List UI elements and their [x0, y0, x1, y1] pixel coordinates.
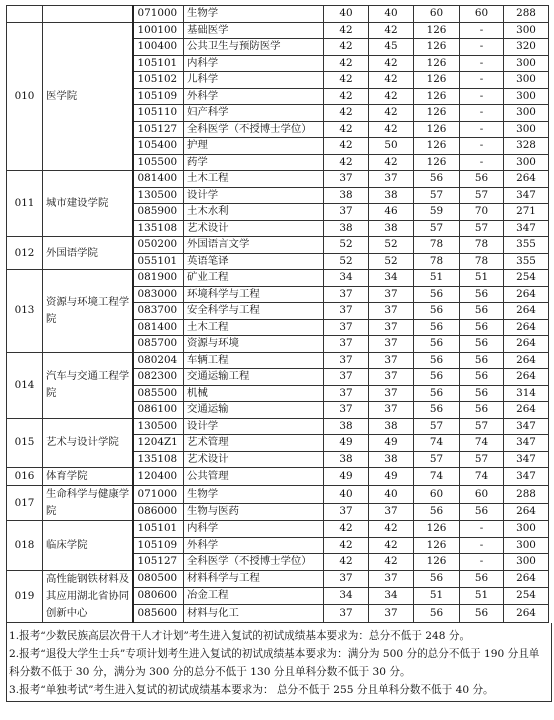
score-foreign-language: 52 [369, 253, 414, 270]
major-name: 全科医学（不授博士学位） [184, 554, 324, 571]
score-foreign-language: 38 [369, 220, 414, 237]
major-code: 105101 [133, 55, 184, 72]
score-politics: 37 [324, 319, 369, 336]
college-code: 019 [7, 570, 43, 622]
score-subject-1: 51 [414, 270, 460, 287]
score-subject-2: - [460, 138, 504, 155]
score-total: 314 [504, 385, 549, 402]
score-total: 264 [504, 402, 549, 419]
major-code: 086100 [133, 402, 184, 419]
score-politics: 37 [324, 503, 369, 521]
major-name: 英语笔译 [184, 253, 324, 270]
table-row [7, 352, 549, 369]
major-code: 100100 [133, 22, 184, 39]
major-name: 矿业工程 [184, 270, 324, 287]
score-subject-1: 57 [414, 451, 460, 468]
score-subject-1: 56 [414, 570, 460, 587]
table-row [7, 6, 549, 23]
score-subject-1: 126 [414, 521, 460, 538]
score-politics: 38 [324, 451, 369, 468]
score-table-body [7, 6, 549, 623]
score-foreign-language: 37 [369, 319, 414, 336]
score-subject-2: 56 [460, 286, 504, 303]
score-politics: 37 [324, 402, 369, 419]
major-code: 135108 [133, 220, 184, 237]
score-subject-2: 60 [460, 6, 504, 23]
score-subject-2: 56 [460, 402, 504, 419]
score-total: 264 [504, 605, 549, 622]
major-code: 105110 [133, 105, 184, 122]
score-politics: 42 [324, 138, 369, 155]
score-foreign-language: 42 [369, 537, 414, 554]
score-foreign-language: 38 [369, 451, 414, 468]
score-subject-1: 74 [414, 435, 460, 452]
major-name: 药学 [184, 154, 324, 171]
score-subject-2: - [460, 537, 504, 554]
major-code: 082300 [133, 369, 184, 386]
major-name: 材料科学与工程 [184, 570, 324, 587]
major-code: 080204 [133, 352, 184, 369]
college-name: 城市建设学院 [43, 171, 133, 237]
score-total: 300 [504, 154, 549, 171]
score-subject-1: 56 [414, 385, 460, 402]
major-name: 交通运输 [184, 402, 324, 419]
score-total: 254 [504, 270, 549, 287]
score-politics: 37 [324, 369, 369, 386]
score-foreign-language: 42 [369, 105, 414, 122]
score-foreign-language: 42 [369, 521, 414, 538]
major-name: 艺术设计 [184, 451, 324, 468]
score-subject-2: 74 [460, 435, 504, 452]
score-politics: 37 [324, 385, 369, 402]
score-subject-1: 60 [414, 6, 460, 23]
score-politics: 49 [324, 435, 369, 452]
score-subject-2: 56 [460, 352, 504, 369]
score-subject-2: - [460, 55, 504, 72]
major-name: 外国语言文学 [184, 237, 324, 254]
score-foreign-language: 37 [369, 605, 414, 622]
score-subject-2: 74 [460, 468, 504, 486]
score-foreign-language: 34 [369, 587, 414, 604]
score-total: 300 [504, 72, 549, 89]
score-politics: 37 [324, 352, 369, 369]
score-total: 264 [504, 570, 549, 587]
score-politics: 42 [324, 72, 369, 89]
score-subject-1: 126 [414, 121, 460, 138]
score-foreign-language: 49 [369, 435, 414, 452]
score-politics: 49 [324, 468, 369, 486]
major-name: 全科医学（不授博士学位） [184, 121, 324, 138]
score-foreign-language: 37 [369, 352, 414, 369]
score-subject-2: 57 [460, 451, 504, 468]
score-foreign-language: 37 [369, 503, 414, 521]
score-total: 300 [504, 55, 549, 72]
major-code: 105400 [133, 138, 184, 155]
note-2: 2.报考“退役大学生士兵”专项计划考生进入复试的初试成绩基本要求为：满分为 500 分的总分不低于 190 分且单科分数不低于 30 分，满分为 300 分的总分不低于 130 分且单科分数不低于 30 分。 [9, 647, 540, 678]
score-total: 271 [504, 204, 549, 221]
score-politics: 37 [324, 286, 369, 303]
score-subject-1: 56 [414, 336, 460, 353]
major-code: 100400 [133, 39, 184, 56]
major-name: 土木工程 [184, 171, 324, 188]
major-name: 冶金工程 [184, 587, 324, 604]
score-total: 300 [504, 121, 549, 138]
score-politics: 37 [324, 204, 369, 221]
table-row [7, 486, 549, 504]
score-politics: 37 [324, 570, 369, 587]
college-name [43, 6, 133, 23]
major-name: 妇产科学 [184, 105, 324, 122]
score-politics: 40 [324, 486, 369, 504]
score-total: 264 [504, 503, 549, 521]
major-code: 105102 [133, 72, 184, 89]
table-row [7, 468, 549, 486]
score-subject-2: - [460, 72, 504, 89]
major-name: 护理 [184, 138, 324, 155]
score-total: 347 [504, 418, 549, 435]
college-code: 018 [7, 521, 43, 571]
score-total: 355 [504, 237, 549, 254]
score-politics: 37 [324, 303, 369, 320]
score-foreign-language: 42 [369, 154, 414, 171]
score-foreign-language: 37 [369, 570, 414, 587]
note-1: 1.报考“少数民族高层次骨干人才计划”考生进入复试的初试成绩基本要求为：总分不低于 248 分。 [9, 629, 471, 642]
college-code: 014 [7, 352, 43, 418]
score-foreign-language: 40 [369, 486, 414, 504]
score-subject-1: 56 [414, 369, 460, 386]
score-foreign-language: 46 [369, 204, 414, 221]
score-total: 264 [504, 352, 549, 369]
score-foreign-language: 37 [369, 171, 414, 188]
score-total: 288 [504, 486, 549, 504]
score-subject-2: 70 [460, 204, 504, 221]
score-total: 264 [504, 336, 549, 353]
score-subject-1: 126 [414, 154, 460, 171]
score-subject-1: 56 [414, 402, 460, 419]
score-subject-2: 78 [460, 237, 504, 254]
score-subject-2: 57 [460, 418, 504, 435]
major-code: 120400 [133, 468, 184, 486]
score-subject-2: - [460, 121, 504, 138]
score-foreign-language: 38 [369, 187, 414, 204]
score-subject-1: 74 [414, 468, 460, 486]
score-subject-1: 56 [414, 352, 460, 369]
college-name: 体育学院 [43, 468, 133, 486]
major-code: 105127 [133, 121, 184, 138]
score-subject-1: 56 [414, 503, 460, 521]
major-code: 086000 [133, 503, 184, 521]
score-politics: 42 [324, 55, 369, 72]
score-politics: 37 [324, 171, 369, 188]
score-subject-2: 56 [460, 336, 504, 353]
score-politics: 42 [324, 537, 369, 554]
score-total: 264 [504, 286, 549, 303]
score-politics: 38 [324, 220, 369, 237]
score-foreign-language: 42 [369, 55, 414, 72]
major-code: 1204Z1 [133, 435, 184, 452]
score-total: 300 [504, 537, 549, 554]
major-code: 083000 [133, 286, 184, 303]
major-code: 081400 [133, 319, 184, 336]
major-name: 艺术设计 [184, 220, 324, 237]
score-politics: 52 [324, 253, 369, 270]
score-total: 328 [504, 138, 549, 155]
score-subject-2: 56 [460, 503, 504, 521]
score-politics: 42 [324, 22, 369, 39]
table-row [7, 270, 549, 287]
score-foreign-language: 34 [369, 270, 414, 287]
score-subject-1: 126 [414, 88, 460, 105]
score-total: 347 [504, 451, 549, 468]
score-subject-2: 56 [460, 369, 504, 386]
college-name: 资源与环境工程学院 [43, 270, 133, 353]
score-politics: 37 [324, 605, 369, 622]
college-name: 艺术与设计学院 [43, 418, 133, 468]
score-subject-2: - [460, 521, 504, 538]
major-name: 公共管理 [184, 468, 324, 486]
major-code: 085600 [133, 605, 184, 622]
major-code: 071000 [133, 6, 184, 23]
major-name: 基础医学 [184, 22, 324, 39]
score-total: 300 [504, 554, 549, 571]
score-foreign-language: 42 [369, 554, 414, 571]
college-code: 010 [7, 22, 43, 171]
score-politics: 42 [324, 154, 369, 171]
score-foreign-language: 38 [369, 418, 414, 435]
major-name: 内科学 [184, 521, 324, 538]
major-name: 外科学 [184, 537, 324, 554]
major-name: 土木水利 [184, 204, 324, 221]
score-subject-1: 126 [414, 39, 460, 56]
table-row [7, 418, 549, 435]
college-code: 011 [7, 171, 43, 237]
major-name: 外科学 [184, 88, 324, 105]
score-total: 264 [504, 171, 549, 188]
score-politics: 42 [324, 105, 369, 122]
major-name: 安全科学与工程 [184, 303, 324, 320]
score-subject-1: 126 [414, 138, 460, 155]
score-total: 355 [504, 253, 549, 270]
score-subject-1: 56 [414, 319, 460, 336]
score-politics: 34 [324, 270, 369, 287]
score-total: 288 [504, 6, 549, 23]
score-foreign-language: 37 [369, 369, 414, 386]
score-subject-2: 56 [460, 319, 504, 336]
score-politics: 37 [324, 336, 369, 353]
score-subject-2: 60 [460, 486, 504, 504]
score-subject-1: 60 [414, 486, 460, 504]
college-code [7, 6, 43, 23]
score-subject-1: 56 [414, 171, 460, 188]
score-subject-2: 56 [460, 385, 504, 402]
major-code: 083700 [133, 303, 184, 320]
score-foreign-language: 49 [369, 468, 414, 486]
note-3: 3.报考“单独考试”考生进入复试的初试成绩基本要求为： 总分不低于 255 分且单科分数不低于 40 分。 [9, 683, 494, 696]
score-subject-2: - [460, 88, 504, 105]
score-total: 300 [504, 22, 549, 39]
score-politics: 34 [324, 587, 369, 604]
college-name: 汽车与交通工程学院 [43, 352, 133, 418]
college-name: 生命科学与健康学院 [43, 486, 133, 521]
major-name: 公共卫生与预防医学 [184, 39, 324, 56]
score-subject-1: 56 [414, 286, 460, 303]
score-total: 264 [504, 369, 549, 386]
major-code: 130500 [133, 418, 184, 435]
major-name: 生物学 [184, 6, 324, 23]
score-foreign-language: 52 [369, 237, 414, 254]
score-subject-2: - [460, 154, 504, 171]
score-subject-1: 126 [414, 554, 460, 571]
score-politics: 38 [324, 418, 369, 435]
score-total: 254 [504, 587, 549, 604]
score-total: 264 [504, 303, 549, 320]
score-politics: 42 [324, 121, 369, 138]
score-politics: 42 [324, 554, 369, 571]
major-name: 车辆工程 [184, 352, 324, 369]
college-code: 013 [7, 270, 43, 353]
college-code: 017 [7, 486, 43, 521]
major-name: 交通运输工程 [184, 369, 324, 386]
score-subject-1: 56 [414, 605, 460, 622]
score-foreign-language: 37 [369, 385, 414, 402]
college-code: 015 [7, 418, 43, 468]
major-code: 080600 [133, 587, 184, 604]
score-subject-2: 56 [460, 303, 504, 320]
score-foreign-language: 50 [369, 138, 414, 155]
score-total: 300 [504, 88, 549, 105]
major-code: 085700 [133, 336, 184, 353]
score-subject-2: 56 [460, 570, 504, 587]
major-code: 105127 [133, 554, 184, 571]
score-subject-2: 51 [460, 270, 504, 287]
table-row [7, 521, 549, 538]
score-total: 264 [504, 319, 549, 336]
score-subject-1: 126 [414, 537, 460, 554]
major-name: 土木工程 [184, 319, 324, 336]
score-foreign-language: 37 [369, 402, 414, 419]
score-politics: 42 [324, 88, 369, 105]
score-politics: 42 [324, 39, 369, 56]
score-subject-1: 57 [414, 220, 460, 237]
score-politics: 38 [324, 187, 369, 204]
score-total: 347 [504, 435, 549, 452]
score-subject-1: 78 [414, 253, 460, 270]
major-name: 儿科学 [184, 72, 324, 89]
major-code: 081900 [133, 270, 184, 287]
major-code: 130500 [133, 187, 184, 204]
score-politics: 42 [324, 521, 369, 538]
score-subject-1: 126 [414, 22, 460, 39]
score-subject-1: 56 [414, 303, 460, 320]
major-code: 105109 [133, 537, 184, 554]
score-foreign-language: 37 [369, 336, 414, 353]
score-subject-2: 57 [460, 187, 504, 204]
score-subject-2: 56 [460, 605, 504, 622]
college-name: 临床学院 [43, 521, 133, 571]
score-subject-2: 56 [460, 171, 504, 188]
score-politics: 40 [324, 6, 369, 23]
major-name: 材料与化工 [184, 605, 324, 622]
score-subject-2: - [460, 105, 504, 122]
score-subject-1: 126 [414, 55, 460, 72]
score-subject-2: - [460, 22, 504, 39]
score-total: 347 [504, 220, 549, 237]
score-total: 320 [504, 39, 549, 56]
score-total: 300 [504, 521, 549, 538]
major-code: 105101 [133, 521, 184, 538]
score-foreign-language: 42 [369, 72, 414, 89]
college-name: 外国语学院 [43, 237, 133, 270]
college-name: 高性能钢铁材料及其应用湖北省协同创新中心 [43, 570, 133, 622]
college-code: 012 [7, 237, 43, 270]
score-subject-1: 126 [414, 105, 460, 122]
major-code: 050200 [133, 237, 184, 254]
score-foreign-language: 37 [369, 303, 414, 320]
score-subject-1: 78 [414, 237, 460, 254]
notes-section [6, 623, 552, 702]
major-name: 环境科学与工程 [184, 286, 324, 303]
score-subject-1: 57 [414, 418, 460, 435]
score-foreign-language: 45 [369, 39, 414, 56]
score-subject-1: 57 [414, 187, 460, 204]
major-name: 内科学 [184, 55, 324, 72]
score-subject-1: 126 [414, 72, 460, 89]
major-code: 105500 [133, 154, 184, 171]
score-foreign-language: 40 [369, 6, 414, 23]
score-subject-2: 57 [460, 220, 504, 237]
score-table [6, 5, 549, 623]
major-name: 资源与环境 [184, 336, 324, 353]
score-total: 347 [504, 468, 549, 486]
major-code: 085500 [133, 385, 184, 402]
major-code: 080500 [133, 570, 184, 587]
score-foreign-language: 42 [369, 88, 414, 105]
table-row [7, 171, 549, 188]
score-foreign-language: 37 [369, 286, 414, 303]
major-code: 105109 [133, 88, 184, 105]
score-total: 347 [504, 187, 549, 204]
major-name: 生物与医药 [184, 503, 324, 521]
score-sheet [6, 5, 548, 702]
college-name: 医学院 [43, 22, 133, 171]
score-subject-2: - [460, 39, 504, 56]
major-name: 设计学 [184, 418, 324, 435]
score-subject-2: 78 [460, 253, 504, 270]
major-code: 071000 [133, 486, 184, 504]
major-code: 081400 [133, 171, 184, 188]
score-subject-2: 51 [460, 587, 504, 604]
score-foreign-language: 42 [369, 22, 414, 39]
score-foreign-language: 42 [369, 121, 414, 138]
score-total: 300 [504, 105, 549, 122]
score-subject-2: - [460, 554, 504, 571]
major-code: 055101 [133, 253, 184, 270]
score-subject-1: 51 [414, 587, 460, 604]
major-name: 设计学 [184, 187, 324, 204]
table-row [7, 22, 549, 39]
table-row [7, 570, 549, 587]
major-code: 135108 [133, 451, 184, 468]
college-code: 016 [7, 468, 43, 486]
major-name: 艺术管理 [184, 435, 324, 452]
major-name: 生物学 [184, 486, 324, 504]
major-code: 085900 [133, 204, 184, 221]
table-row [7, 237, 549, 254]
score-subject-1: 59 [414, 204, 460, 221]
score-politics: 52 [324, 237, 369, 254]
major-name: 机械 [184, 385, 324, 402]
